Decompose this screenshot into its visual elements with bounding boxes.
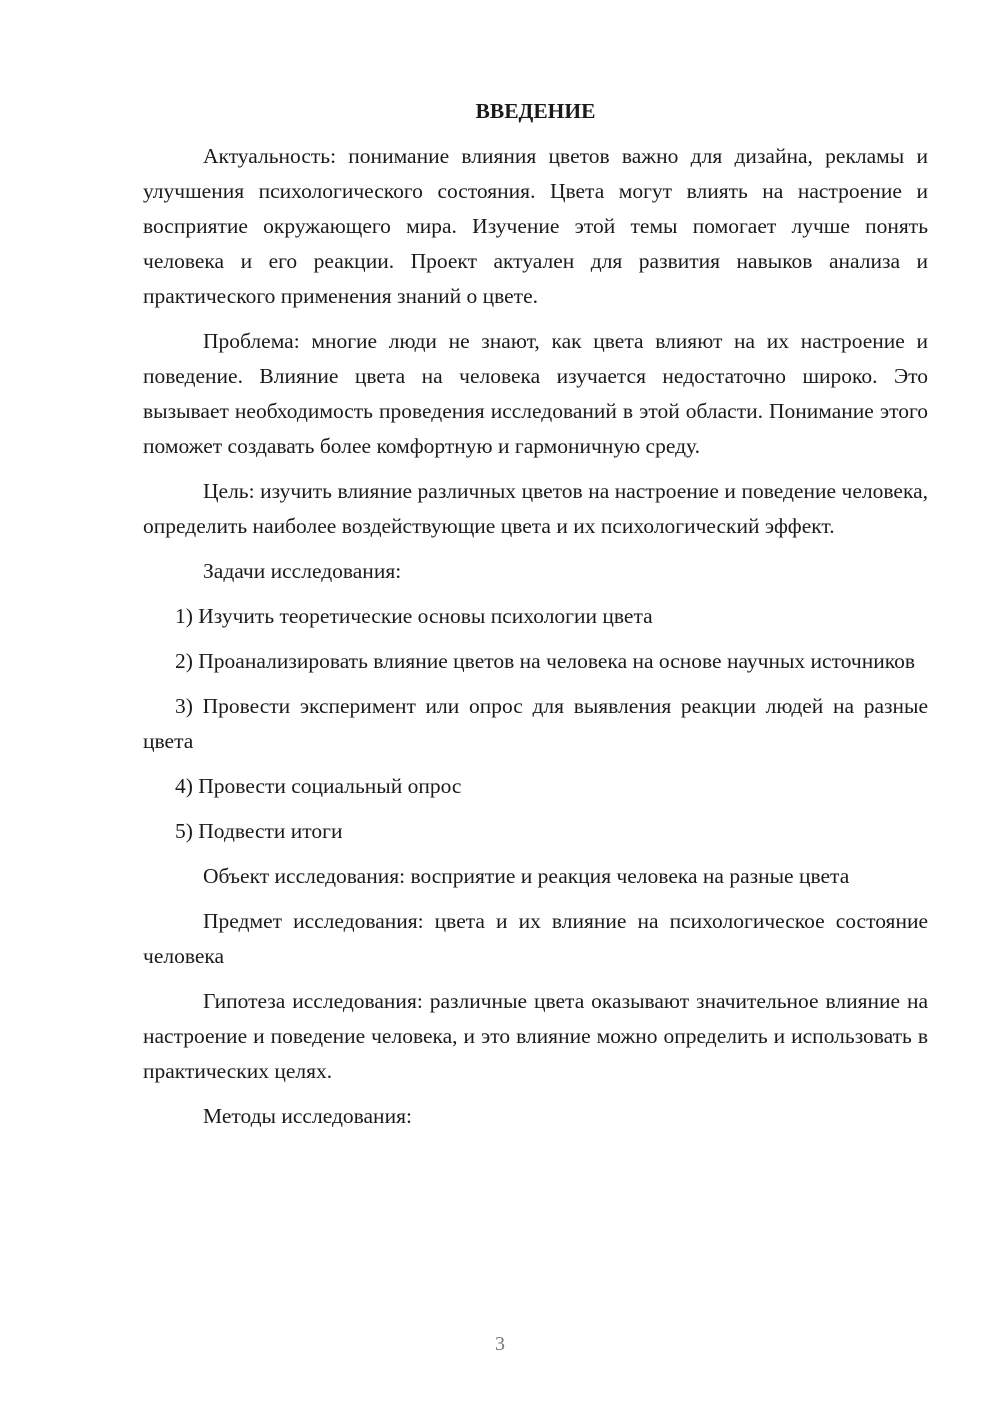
object-paragraph: Объект исследования: восприятие и реакция человека на разные цвета bbox=[203, 864, 850, 888]
problem-paragraph: Проблема: многие люди не знают, как цвета влияют на их настроение и поведение. Влияние цвета на человека изучается недостаточно широко. Это вызывает необходимость проведения исследований в этой области. Понимание этого поможет создавать более комфортную и гармоничную среду. bbox=[143, 329, 928, 458]
goal-paragraph: Цель: изучить влияние различных цветов на настроение и поведение человека, определить наиболее воздействующие цвета и их психологический эффект. bbox=[143, 479, 928, 538]
task-item-2: 2) Проанализировать влияние цветов на человека на основе научных источников bbox=[175, 649, 915, 673]
task-item-4: 4) Провести социальный опрос bbox=[175, 774, 462, 798]
subject-paragraph: Предмет исследования: цвета и их влияние на психологическое состояние человека bbox=[143, 909, 928, 968]
page-number: 3 bbox=[495, 1333, 505, 1355]
task-item-5: 5) Подвести итоги bbox=[175, 819, 343, 843]
tasks-heading: Задачи исследования: bbox=[203, 559, 402, 583]
relevance-paragraph: Актуальность: понимание влияния цветов важно для дизайна, рекламы и улучшения психологического состояния. Цвета могут влиять на настроение и восприятие окружающего мира. Изучение этой темы помогает лучше понять человека и его реакции. Проект актуален для развития навыков анализа и практического применения знаний о цвете. bbox=[143, 144, 928, 308]
task-item-1: 1) Изучить теоретические основы психологии цвета bbox=[175, 604, 653, 628]
methods-heading: Методы исследования: bbox=[203, 1104, 412, 1128]
page-content bbox=[143, 94, 928, 1144]
task-item-3: 3) Провести эксперимент или опрос для выявления реакции людей на разные цвета bbox=[143, 694, 928, 753]
hypothesis-paragraph: Гипотеза исследования: различные цвета оказывают значительное влияние на настроение и поведение человека, и это влияние можно определить и использовать в практических целях. bbox=[143, 989, 928, 1083]
section-title: ВВЕДЕНИЕ bbox=[475, 99, 596, 123]
